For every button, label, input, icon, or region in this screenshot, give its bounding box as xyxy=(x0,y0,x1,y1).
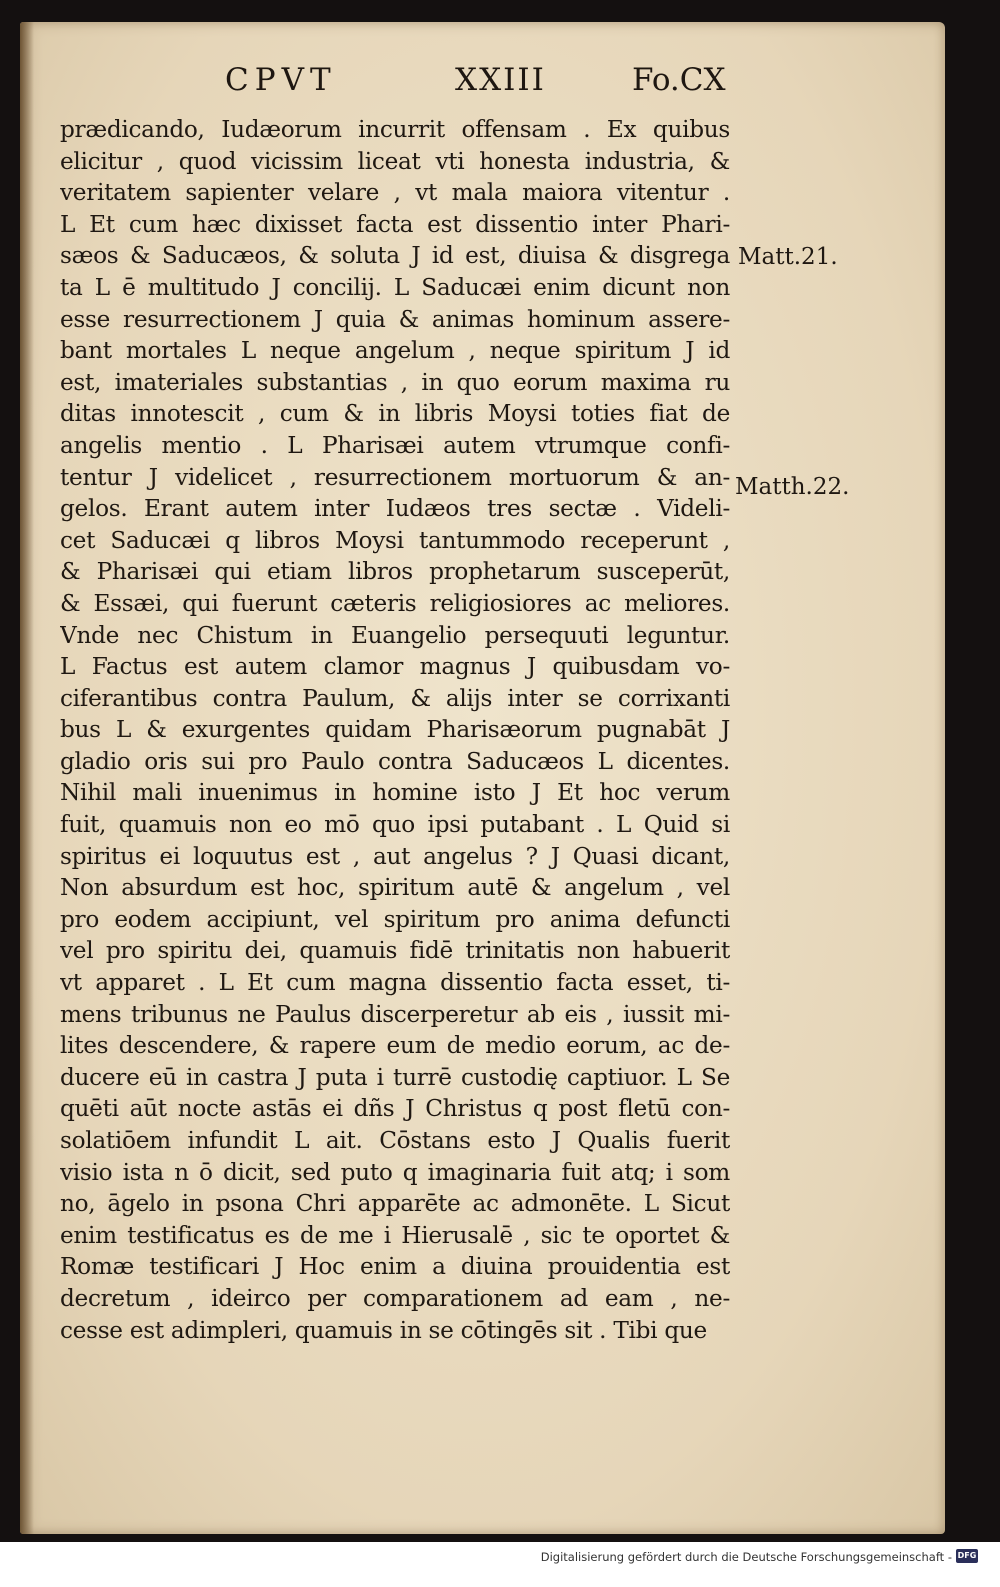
dfg-logo: DFG xyxy=(956,1549,978,1563)
text-line: cet Saducæi q libros Moysi tantummodo receperunt , xyxy=(60,526,730,554)
text-line: quēti aūt nocte astās ei dñs J Christus q post fletū con- xyxy=(60,1095,730,1123)
text-line: L Et cum hæc dixisset facta est dissentio inter Phari- xyxy=(60,210,730,238)
body-text xyxy=(60,114,730,1346)
text-line: cesse est adimpleri, quamuis in se cōtingēs sit . Tibi que xyxy=(60,1316,707,1344)
text-line: vt apparet . L Et cum magna dissentio facta esset, ti- xyxy=(60,969,730,997)
text-line: mens tribunus ne Paulus discerperetur ab eis , iussit mi- xyxy=(60,1000,730,1028)
text-line: visio ista n ō dicit, sed puto q imaginaria fuit atq; i som xyxy=(60,1158,730,1186)
text-line: tentur J videlicet , resurrectionem mortuorum & an- xyxy=(60,463,730,491)
text-line: veritatem sapienter velare , vt mala maiora vitentur . xyxy=(60,179,730,207)
marginal-note-matth-22: Matth.22. xyxy=(735,474,850,500)
text-line: bant mortales L neque angelum , neque spiritum J id xyxy=(60,337,730,365)
text-line: pro eodem accipiunt, vel spiritum pro anima defuncti xyxy=(60,905,730,933)
running-head xyxy=(200,62,730,114)
text-line: bus L & exurgentes quidam Pharisæorum pugnabāt J xyxy=(60,716,730,744)
text-line: lites descendere, & rapere eum de medio eorum, ac de- xyxy=(60,1032,730,1060)
text-line: sæos & Saducæos, & soluta J id est, diuisa & disgrega xyxy=(60,242,730,270)
folio-number: Fo.CX xyxy=(632,62,726,98)
text-line: ta L ē multitudo J concilij. L Saducæi enim dicunt non xyxy=(60,273,730,301)
text-line: esse resurrectionem J quia & animas hominum assere- xyxy=(60,305,730,333)
text-line: gelos. Erant autem inter Iudæos tres sectæ . Videli- xyxy=(60,495,730,523)
text-line: est, imateriales substantias , in quo eorum maxima ru xyxy=(60,368,730,396)
text-line: angelis mentio . L Pharisæi autem vtrumque confi- xyxy=(60,431,730,459)
text-line: L Factus est autem clamor magnus J quibusdam vo- xyxy=(60,653,730,681)
text-line: spiritus ei loquutus est , aut angelus ? J Quasi dicant, xyxy=(60,842,730,870)
funding-footer: Digitalisierung gefördert durch die Deutsche Forschungsgemeinschaft - xyxy=(540,1550,952,1564)
text-line: Vnde nec Chistum in Euangelio persequuti leguntur. xyxy=(60,621,730,649)
text-line: & Pharisæi qui etiam libros prophetarum susceperūt, xyxy=(60,558,730,586)
text-line: Non absurdum est hoc, spiritum autē & angelum , vel xyxy=(60,874,730,902)
text-line: decretum , ideirco per comparationem ad eam , ne- xyxy=(60,1284,730,1312)
text-line: ciferantibus contra Paulum, & alijs inter se corrixanti xyxy=(60,684,730,712)
text-line: & Essæi, qui fuerunt cæteris religiosiores ac meliores. xyxy=(60,589,730,617)
text-line: vel pro spiritu dei, quamuis fidē trinitatis non habuerit xyxy=(60,937,730,965)
text-line: prædicando, Iudæorum incurrit offensam . Ex quibus xyxy=(60,116,730,143)
text-line: ditas innotescit , cum & in libris Moysi toties fiat de xyxy=(60,400,730,428)
marginal-note-matt-21: Matt.21. xyxy=(738,244,838,270)
text-line: gladio oris sui pro Paulo contra Saducæos L dicentes. xyxy=(60,747,730,775)
text-line: Romæ testificari J Hoc enim a diuina prouidentia est xyxy=(60,1253,730,1281)
running-head-left: CPVT xyxy=(225,62,337,98)
text-line: Nihil mali inuenimus in homine isto J Et hoc verum xyxy=(60,779,730,807)
text-line: fuit, quamuis non eo mō quo ipsi putabant . L Quid si xyxy=(60,811,730,839)
text-line: elicitur , quod vicissim liceat vti honesta industria, & xyxy=(60,147,730,175)
text-line: solatiōem infundit L ait. Cōstans esto J Qualis fuerit xyxy=(60,1127,730,1154)
text-line: no, āgelo in psona Chri apparēte ac admonēte. L Sicut xyxy=(60,1190,730,1218)
running-head-center: XXIII xyxy=(455,62,546,98)
text-line: enim testificatus es de me i Hierusalē , sic te oportet & xyxy=(60,1221,730,1249)
text-line: ducere eū in castra J puta i turrē custodię captiuor. L Se xyxy=(60,1063,730,1091)
page-spine-shadow xyxy=(20,22,34,1534)
